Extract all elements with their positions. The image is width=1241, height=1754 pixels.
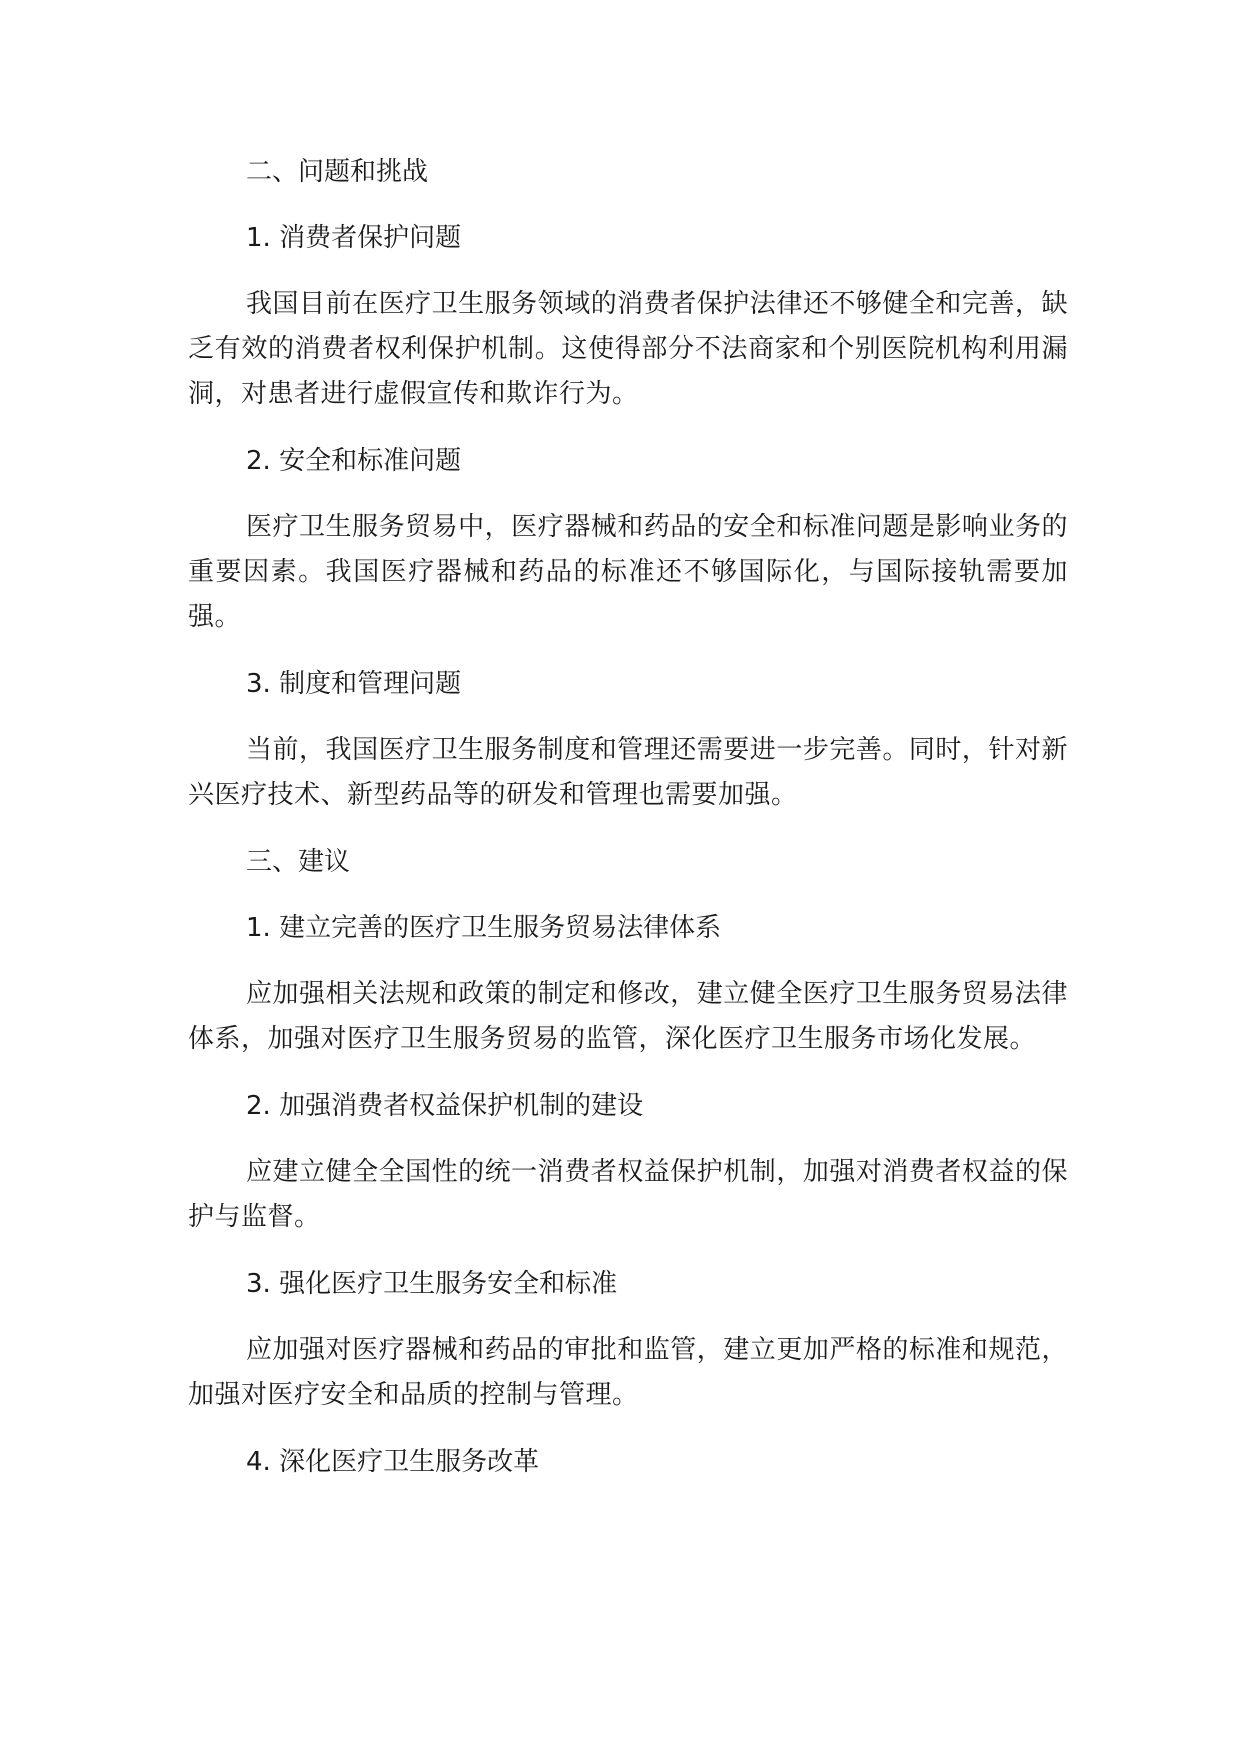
subheading-strengthen-safety: 3. 强化医疗卫生服务安全和标准 [246,1269,618,1299]
subheading-consumer-protection: 1. 消费者保护问题 [246,223,462,253]
subheading-system-management: 3. 制度和管理问题 [246,669,462,699]
paragraph-system-management: 当前，我国医疗卫生服务制度和管理还需要进一步完善。同时，针对新兴医疗技术、新型药品等的研发和管理也需要加强。 [188,735,1068,810]
paragraph-consumer-rights-mechanism: 应建立健全全国性的统一消费者权益保护机制，加强对消费者权益的保护与监督。 [188,1157,1068,1232]
paragraph-legal-system: 应加强相关法规和政策的制定和修改，建立健全医疗卫生服务贸易法律体系，加强对医疗卫生服务贸易的监管，深化医疗卫生服务市场化发展。 [188,979,1068,1054]
subheading-consumer-rights-mechanism: 2. 加强消费者权益保护机制的建设 [246,1091,644,1121]
subheading-legal-system: 1. 建立完善的医疗卫生服务贸易法律体系 [246,913,722,943]
paragraph-strengthen-safety: 应加强对医疗器械和药品的审批和监管，建立更加严格的标准和规范，加强对医疗安全和品质的控制与管理。 [188,1335,1068,1410]
section-heading-suggestions: 三、建议 [246,847,351,877]
subheading-safety-standards: 2. 安全和标准问题 [246,446,462,476]
paragraph-safety-standards: 医疗卫生服务贸易中，医疗器械和药品的安全和标准问题是影响业务的重要因素。我国医疗器械和药品的标准还不够国际化，与国际接轨需要加强。 [188,512,1068,632]
section-heading-problems: 二、问题和挑战 [246,157,429,187]
subheading-deepen-reform: 4. 深化医疗卫生服务改革 [246,1447,540,1477]
paragraph-consumer-protection: 我国目前在医疗卫生服务领域的消费者保护法律还不够健全和完善，缺乏有效的消费者权利保护机制。这使得部分不法商家和个别医院机构利用漏洞，对患者进行虚假宣传和欺诈行为。 [188,289,1068,409]
document-page [188,150,1068,1506]
